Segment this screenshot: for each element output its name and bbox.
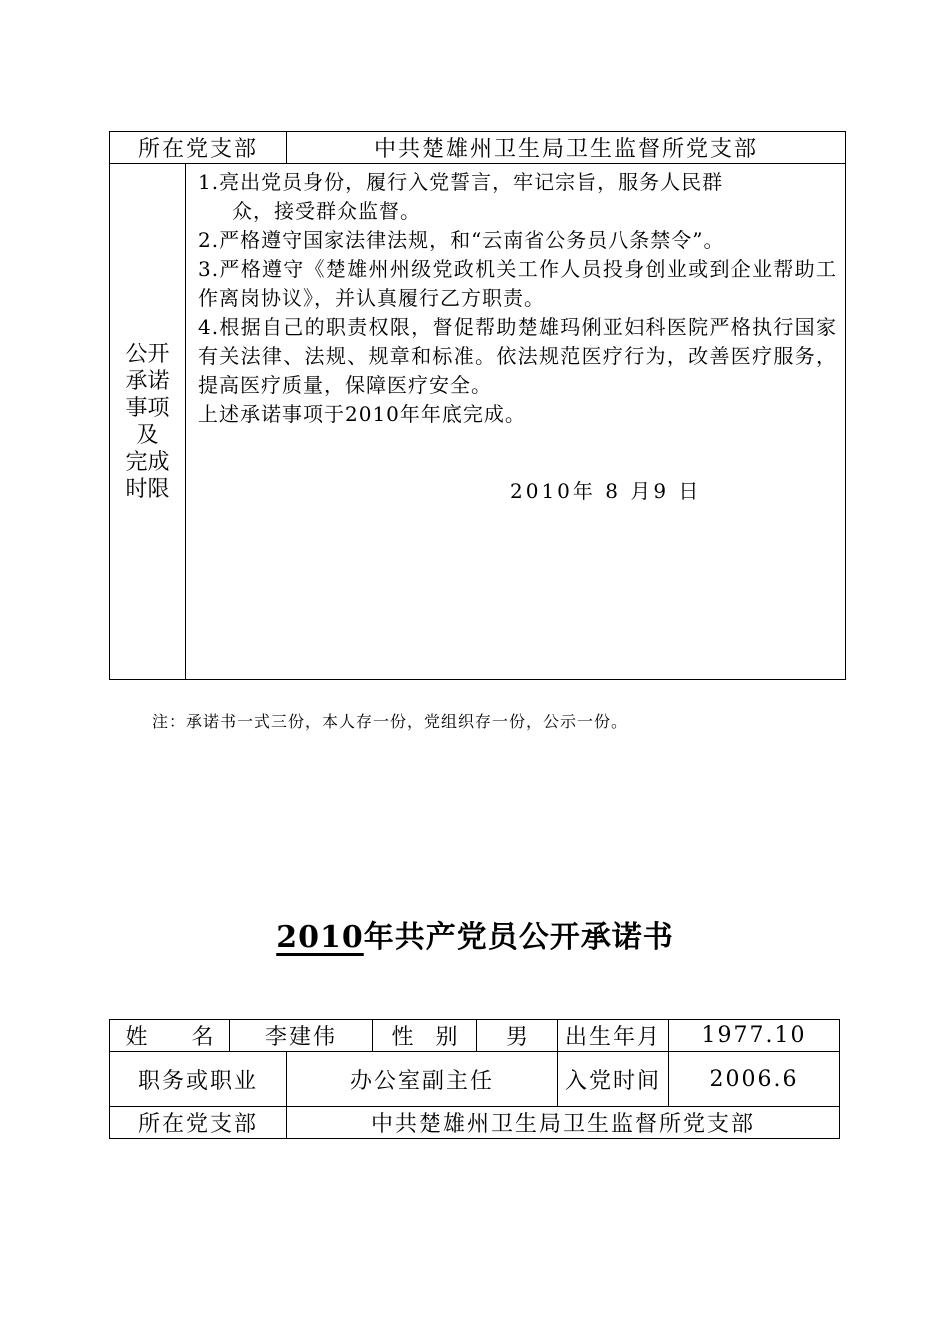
commitment-deadline: 上述承诺事项于2010年年底完成。 xyxy=(198,402,526,426)
birth-value: 1977.10 xyxy=(669,1020,840,1052)
branch-label: 所在党支部 xyxy=(110,1107,287,1139)
member-info-table xyxy=(109,1019,840,1139)
footnote: 注：承诺书一式三份，本人存一份，党组织存一份，公示一份。 xyxy=(152,712,629,731)
document-title xyxy=(0,912,950,956)
commitment-item: 4.根据自己的职责权限，督促帮助楚雄玛俐亚妇科医院严格执行国家有关法律、法规、规章和标准。依法规范医疗行为，改善医疗服务，提高医疗质量，保障医疗安全。 xyxy=(198,315,837,397)
side-label-line: 事项 xyxy=(125,395,170,421)
commitment-table xyxy=(109,131,846,680)
commitment-item-text: 1.亮出党员身份，履行入党誓言，牢记宗旨，服务人民群 xyxy=(198,170,724,194)
side-label-line: 完成 xyxy=(125,449,170,475)
branch-label: 所在党支部 xyxy=(110,132,287,164)
join-date-value: 2006.6 xyxy=(669,1052,840,1107)
branch-value: 中共楚雄州卫生局卫生监督所党支部 xyxy=(287,132,846,164)
gender-label: 性 别 xyxy=(373,1020,477,1052)
position-label: 职务或职业 xyxy=(110,1052,287,1107)
signature-date: 2010年 8 月9 日 xyxy=(510,479,702,503)
commitment-content xyxy=(186,164,846,680)
branch-value: 中共楚雄州卫生局卫生监督所党支部 xyxy=(287,1107,840,1139)
title-text: 年共产党员公开承诺书 xyxy=(363,920,674,955)
birth-label: 出生年月 xyxy=(558,1020,669,1052)
side-label-line: 时限 xyxy=(125,476,170,502)
name-value: 李建伟 xyxy=(230,1020,373,1052)
join-date-label: 入党时间 xyxy=(558,1052,669,1107)
commitment-side-label xyxy=(110,164,186,680)
side-label-line: 承诺 xyxy=(125,368,170,394)
title-year: 2010 xyxy=(276,920,364,955)
commitment-item: 2.严格遵守国家法律法规，和“云南省公务员八条禁令”。 xyxy=(198,228,725,252)
name-label: 姓 名 xyxy=(110,1020,230,1052)
gender-value: 男 xyxy=(477,1020,558,1052)
side-label-line: 公开 xyxy=(125,341,170,367)
commitment-item: 3.严格遵守《楚雄州州级党政机关工作人员投身创业或到企业帮助工作离岗协议》，并认真履行乙方职责。 xyxy=(198,257,837,310)
position-value: 办公室副主任 xyxy=(287,1052,558,1107)
side-label-line: 及 xyxy=(136,422,159,448)
commitment-item xyxy=(198,168,837,226)
commitment-item-continuation: 众，接受群众监督。 xyxy=(232,199,421,223)
